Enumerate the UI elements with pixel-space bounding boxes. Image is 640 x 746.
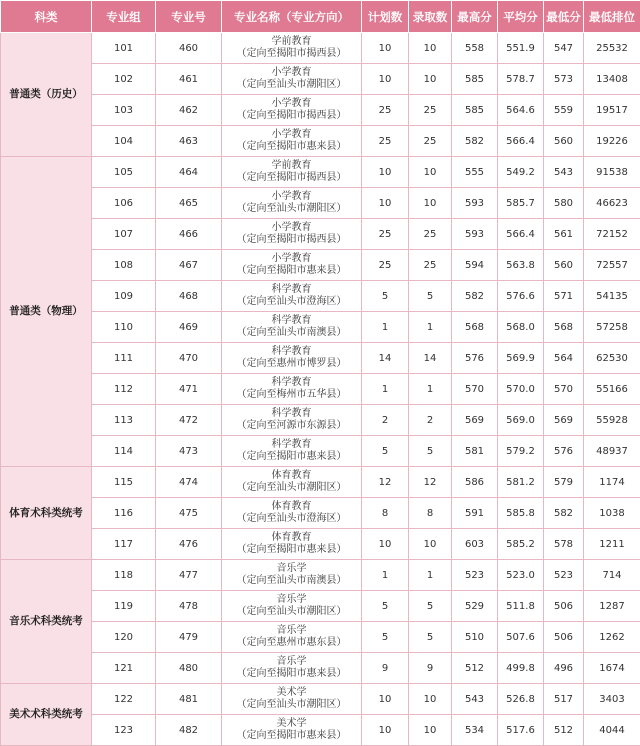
cell-major — [222, 498, 362, 529]
header-max-score: 最高分 — [452, 1, 498, 33]
cell-group: 105 — [92, 157, 156, 188]
cell-group: 101 — [92, 33, 156, 64]
cell-plan: 5 — [362, 436, 409, 467]
table-row — [1, 591, 640, 622]
cell-min-score: 523 — [544, 560, 584, 591]
cell-avg-score: 499.8 — [498, 653, 544, 684]
major-name: 体育教育 — [222, 501, 361, 514]
cell-major — [222, 684, 362, 715]
cell-admitted: 10 — [409, 715, 452, 746]
cell-avg-score: 566.4 — [498, 126, 544, 157]
cell-code: 473 — [156, 436, 222, 467]
cell-code: 463 — [156, 126, 222, 157]
cell-code: 477 — [156, 560, 222, 591]
cell-code: 467 — [156, 250, 222, 281]
category-cell: 美术术科类统考 — [1, 684, 92, 746]
major-name: 科学教育 — [222, 439, 361, 452]
cell-admitted: 25 — [409, 95, 452, 126]
cell-major — [222, 622, 362, 653]
cell-avg-score: 566.4 — [498, 219, 544, 250]
cell-avg-score: 511.8 — [498, 591, 544, 622]
cell-min-score: 559 — [544, 95, 584, 126]
cell-major — [222, 33, 362, 64]
cell-max-score: 603 — [452, 529, 498, 560]
cell-plan: 25 — [362, 126, 409, 157]
cell-min-rank: 72557 — [584, 250, 640, 281]
cell-min-score: 564 — [544, 343, 584, 374]
cell-admitted: 5 — [409, 591, 452, 622]
cell-avg-score: 569.0 — [498, 405, 544, 436]
cell-admitted: 1 — [409, 560, 452, 591]
cell-min-score: 582 — [544, 498, 584, 529]
cell-major — [222, 560, 362, 591]
table-row — [1, 281, 640, 312]
cell-min-rank: 46623 — [584, 188, 640, 219]
major-direction: （定向至河源市东源县） — [222, 420, 361, 433]
cell-min-rank: 1287 — [584, 591, 640, 622]
category-cell: 普通类（历史） — [1, 33, 92, 157]
major-direction: （定向至揭阳市惠来县） — [222, 544, 361, 557]
header-min-score: 最低分 — [544, 1, 584, 33]
major-name: 体育教育 — [222, 470, 361, 483]
cell-max-score: 593 — [452, 188, 498, 219]
cell-avg-score: 568.0 — [498, 312, 544, 343]
cell-avg-score: 517.6 — [498, 715, 544, 746]
cell-group: 119 — [92, 591, 156, 622]
cell-admitted: 10 — [409, 33, 452, 64]
table-row — [1, 250, 640, 281]
cell-admitted: 12 — [409, 467, 452, 498]
cell-plan: 10 — [362, 684, 409, 715]
major-direction: （定向至揭阳市揭西县） — [222, 48, 361, 61]
cell-admitted: 5 — [409, 622, 452, 653]
cell-min-score: 568 — [544, 312, 584, 343]
table-row — [1, 343, 640, 374]
major-direction: （定向至汕头市澄海区） — [222, 513, 361, 526]
cell-min-rank: 72152 — [584, 219, 640, 250]
cell-group: 122 — [92, 684, 156, 715]
table-row — [1, 188, 640, 219]
cell-plan: 25 — [362, 219, 409, 250]
table-body — [1, 33, 640, 746]
cell-min-score: 543 — [544, 157, 584, 188]
header-major: 专业名称（专业方向） — [222, 1, 362, 33]
cell-plan: 9 — [362, 653, 409, 684]
major-direction: （定向至惠州市惠东县） — [222, 637, 361, 650]
cell-min-score: 571 — [544, 281, 584, 312]
cell-min-rank: 714 — [584, 560, 640, 591]
cell-min-rank: 4044 — [584, 715, 640, 746]
table-row — [1, 560, 640, 591]
cell-admitted: 1 — [409, 312, 452, 343]
cell-avg-score: 585.8 — [498, 498, 544, 529]
cell-avg-score: 507.6 — [498, 622, 544, 653]
cell-major — [222, 64, 362, 95]
cell-admitted: 8 — [409, 498, 452, 529]
header-min-rank: 最低排位 — [584, 1, 640, 33]
cell-avg-score: 576.6 — [498, 281, 544, 312]
table-header — [1, 1, 640, 33]
cell-code: 462 — [156, 95, 222, 126]
major-name: 学前教育 — [222, 160, 361, 173]
cell-min-score: 573 — [544, 64, 584, 95]
cell-major — [222, 95, 362, 126]
cell-group: 111 — [92, 343, 156, 374]
cell-min-score: 506 — [544, 622, 584, 653]
cell-plan: 10 — [362, 157, 409, 188]
major-name: 小学教育 — [222, 98, 361, 111]
major-name: 小学教育 — [222, 129, 361, 142]
major-name: 小学教育 — [222, 67, 361, 80]
cell-avg-score: 578.7 — [498, 64, 544, 95]
cell-major — [222, 467, 362, 498]
table-row — [1, 436, 640, 467]
cell-avg-score: 551.9 — [498, 33, 544, 64]
cell-max-score: 569 — [452, 405, 498, 436]
major-direction: （定向至梅州市五华县） — [222, 389, 361, 402]
cell-min-score: 580 — [544, 188, 584, 219]
cell-avg-score: 526.8 — [498, 684, 544, 715]
cell-major — [222, 405, 362, 436]
cell-min-score: 512 — [544, 715, 584, 746]
major-direction: （定向至揭阳市惠来县） — [222, 451, 361, 464]
cell-plan: 5 — [362, 281, 409, 312]
cell-admitted: 10 — [409, 188, 452, 219]
cell-group: 109 — [92, 281, 156, 312]
cell-max-score: 523 — [452, 560, 498, 591]
cell-max-score: 570 — [452, 374, 498, 405]
cell-max-score: 543 — [452, 684, 498, 715]
cell-avg-score: 549.2 — [498, 157, 544, 188]
header-code: 专业号 — [156, 1, 222, 33]
cell-group: 102 — [92, 64, 156, 95]
cell-avg-score: 569.9 — [498, 343, 544, 374]
cell-min-score: 496 — [544, 653, 584, 684]
cell-group: 115 — [92, 467, 156, 498]
cell-plan: 10 — [362, 188, 409, 219]
cell-min-score: 578 — [544, 529, 584, 560]
cell-min-rank: 55166 — [584, 374, 640, 405]
cell-code: 465 — [156, 188, 222, 219]
cell-min-score: 570 — [544, 374, 584, 405]
cell-avg-score: 585.7 — [498, 188, 544, 219]
cell-min-rank: 1262 — [584, 622, 640, 653]
cell-plan: 5 — [362, 591, 409, 622]
cell-min-rank: 19226 — [584, 126, 640, 157]
major-name: 科学教育 — [222, 408, 361, 421]
header-avg-score: 平均分 — [498, 1, 544, 33]
cell-code: 471 — [156, 374, 222, 405]
cell-plan: 25 — [362, 95, 409, 126]
major-name: 科学教育 — [222, 315, 361, 328]
cell-min-rank: 13408 — [584, 64, 640, 95]
cell-code: 466 — [156, 219, 222, 250]
cell-min-score: 561 — [544, 219, 584, 250]
cell-code: 470 — [156, 343, 222, 374]
major-direction: （定向至汕头市潮阳区） — [222, 203, 361, 216]
cell-major — [222, 312, 362, 343]
table-row — [1, 715, 640, 746]
major-direction: （定向至汕头市潮阳区） — [222, 699, 361, 712]
cell-group: 123 — [92, 715, 156, 746]
cell-plan: 1 — [362, 374, 409, 405]
cell-major — [222, 343, 362, 374]
cell-max-score: 582 — [452, 126, 498, 157]
table-row — [1, 157, 640, 188]
cell-max-score: 585 — [452, 95, 498, 126]
cell-admitted: 25 — [409, 219, 452, 250]
table-row — [1, 498, 640, 529]
major-direction: （定向至揭阳市惠来县） — [222, 730, 361, 743]
major-name: 音乐学 — [222, 563, 361, 576]
cell-code: 464 — [156, 157, 222, 188]
cell-min-score: 560 — [544, 250, 584, 281]
cell-avg-score: 523.0 — [498, 560, 544, 591]
major-name: 科学教育 — [222, 346, 361, 359]
cell-plan: 1 — [362, 312, 409, 343]
cell-plan: 2 — [362, 405, 409, 436]
major-name: 科学教育 — [222, 284, 361, 297]
cell-admitted: 2 — [409, 405, 452, 436]
cell-admitted: 10 — [409, 529, 452, 560]
cell-max-score: 581 — [452, 436, 498, 467]
cell-major — [222, 188, 362, 219]
table-row — [1, 219, 640, 250]
cell-min-rank: 1211 — [584, 529, 640, 560]
table-row — [1, 312, 640, 343]
cell-major — [222, 374, 362, 405]
cell-min-rank: 54135 — [584, 281, 640, 312]
cell-avg-score: 570.0 — [498, 374, 544, 405]
cell-major — [222, 126, 362, 157]
cell-min-rank: 48937 — [584, 436, 640, 467]
cell-max-score: 510 — [452, 622, 498, 653]
cell-min-score: 506 — [544, 591, 584, 622]
cell-group: 104 — [92, 126, 156, 157]
cell-max-score: 529 — [452, 591, 498, 622]
cell-avg-score: 579.2 — [498, 436, 544, 467]
major-name: 体育教育 — [222, 532, 361, 545]
major-direction: （定向至汕头市南澳县） — [222, 575, 361, 588]
category-cell: 音乐术科类统考 — [1, 560, 92, 684]
cell-admitted: 10 — [409, 684, 452, 715]
cell-min-rank: 25532 — [584, 33, 640, 64]
cell-plan: 10 — [362, 64, 409, 95]
header-admitted: 录取数 — [409, 1, 452, 33]
major-direction: （定向至揭阳市揭西县） — [222, 234, 361, 247]
cell-min-rank: 57258 — [584, 312, 640, 343]
header-category: 科类 — [1, 1, 92, 33]
cell-admitted: 5 — [409, 436, 452, 467]
cell-group: 116 — [92, 498, 156, 529]
cell-group: 118 — [92, 560, 156, 591]
cell-code: 476 — [156, 529, 222, 560]
cell-max-score: 586 — [452, 467, 498, 498]
cell-group: 120 — [92, 622, 156, 653]
cell-code: 481 — [156, 684, 222, 715]
cell-avg-score: 563.8 — [498, 250, 544, 281]
cell-admitted: 5 — [409, 281, 452, 312]
cell-admitted: 25 — [409, 126, 452, 157]
cell-code: 472 — [156, 405, 222, 436]
cell-max-score: 591 — [452, 498, 498, 529]
major-direction: （定向至汕头市潮阳区） — [222, 606, 361, 619]
table-row — [1, 126, 640, 157]
table-row — [1, 622, 640, 653]
cell-max-score: 594 — [452, 250, 498, 281]
cell-max-score: 585 — [452, 64, 498, 95]
cell-admitted: 10 — [409, 157, 452, 188]
cell-group: 103 — [92, 95, 156, 126]
cell-code: 478 — [156, 591, 222, 622]
cell-min-score: 569 — [544, 405, 584, 436]
category-cell: 普通类（物理） — [1, 157, 92, 467]
cell-plan: 25 — [362, 250, 409, 281]
cell-min-score: 517 — [544, 684, 584, 715]
major-direction: （定向至揭阳市惠来县） — [222, 141, 361, 154]
cell-plan: 10 — [362, 529, 409, 560]
major-direction: （定向至惠州市博罗县） — [222, 358, 361, 371]
cell-major — [222, 157, 362, 188]
cell-min-rank: 62530 — [584, 343, 640, 374]
cell-admitted: 14 — [409, 343, 452, 374]
cell-plan: 10 — [362, 715, 409, 746]
cell-plan: 1 — [362, 560, 409, 591]
cell-avg-score: 581.2 — [498, 467, 544, 498]
major-direction: （定向至汕头市潮阳区） — [222, 482, 361, 495]
cell-group: 110 — [92, 312, 156, 343]
cell-admitted: 1 — [409, 374, 452, 405]
cell-max-score: 558 — [452, 33, 498, 64]
cell-min-rank: 1038 — [584, 498, 640, 529]
cell-group: 114 — [92, 436, 156, 467]
major-name: 音乐学 — [222, 656, 361, 669]
cell-major — [222, 715, 362, 746]
cell-code: 475 — [156, 498, 222, 529]
header-row — [1, 1, 640, 33]
major-name: 美术学 — [222, 718, 361, 731]
major-direction: （定向至汕头市潮阳区） — [222, 79, 361, 92]
cell-plan: 5 — [362, 622, 409, 653]
major-name: 科学教育 — [222, 377, 361, 390]
cell-min-rank: 1174 — [584, 467, 640, 498]
major-direction: （定向至揭阳市揭西县） — [222, 110, 361, 123]
cell-plan: 10 — [362, 33, 409, 64]
cell-code: 461 — [156, 64, 222, 95]
cell-major — [222, 436, 362, 467]
cell-code: 460 — [156, 33, 222, 64]
cell-group: 121 — [92, 653, 156, 684]
major-direction: （定向至汕头市南澳县） — [222, 327, 361, 340]
cell-code: 468 — [156, 281, 222, 312]
cell-max-score: 582 — [452, 281, 498, 312]
cell-major — [222, 250, 362, 281]
cell-min-rank: 19517 — [584, 95, 640, 126]
cell-min-rank: 1674 — [584, 653, 640, 684]
cell-group: 108 — [92, 250, 156, 281]
cell-min-rank: 55928 — [584, 405, 640, 436]
major-name: 音乐学 — [222, 594, 361, 607]
header-plan: 计划数 — [362, 1, 409, 33]
cell-min-score: 560 — [544, 126, 584, 157]
table-row — [1, 95, 640, 126]
cell-major — [222, 529, 362, 560]
major-name: 小学教育 — [222, 222, 361, 235]
cell-min-rank: 91538 — [584, 157, 640, 188]
cell-major — [222, 219, 362, 250]
cell-major — [222, 281, 362, 312]
cell-code: 482 — [156, 715, 222, 746]
cell-min-score: 579 — [544, 467, 584, 498]
major-direction: （定向至揭阳市惠来县） — [222, 668, 361, 681]
cell-code: 480 — [156, 653, 222, 684]
major-direction: （定向至揭阳市揭西县） — [222, 172, 361, 185]
cell-max-score: 512 — [452, 653, 498, 684]
table-row — [1, 653, 640, 684]
cell-admitted: 10 — [409, 64, 452, 95]
cell-code: 479 — [156, 622, 222, 653]
cell-group: 117 — [92, 529, 156, 560]
table-row — [1, 529, 640, 560]
cell-group: 113 — [92, 405, 156, 436]
major-direction: （定向至揭阳市惠来县） — [222, 265, 361, 278]
cell-min-rank: 3403 — [584, 684, 640, 715]
cell-major — [222, 591, 362, 622]
category-cell: 体育术科类统考 — [1, 467, 92, 560]
cell-plan: 12 — [362, 467, 409, 498]
cell-plan: 14 — [362, 343, 409, 374]
cell-min-score: 576 — [544, 436, 584, 467]
cell-admitted: 25 — [409, 250, 452, 281]
cell-avg-score: 585.2 — [498, 529, 544, 560]
cell-group: 112 — [92, 374, 156, 405]
cell-code: 474 — [156, 467, 222, 498]
table-row — [1, 684, 640, 715]
table-row — [1, 33, 640, 64]
header-group: 专业组 — [92, 1, 156, 33]
cell-max-score: 568 — [452, 312, 498, 343]
major-name: 学前教育 — [222, 36, 361, 49]
cell-major — [222, 653, 362, 684]
cell-max-score: 534 — [452, 715, 498, 746]
table-row — [1, 374, 640, 405]
cell-code: 469 — [156, 312, 222, 343]
major-name: 小学教育 — [222, 191, 361, 204]
major-direction: （定向至汕头市澄海区） — [222, 296, 361, 309]
cell-min-score: 547 — [544, 33, 584, 64]
cell-avg-score: 564.6 — [498, 95, 544, 126]
cell-max-score: 576 — [452, 343, 498, 374]
cell-group: 107 — [92, 219, 156, 250]
major-name: 音乐学 — [222, 625, 361, 638]
table-row — [1, 405, 640, 436]
cell-group: 106 — [92, 188, 156, 219]
table-row — [1, 467, 640, 498]
cell-max-score: 555 — [452, 157, 498, 188]
major-name: 小学教育 — [222, 253, 361, 266]
cell-admitted: 9 — [409, 653, 452, 684]
table-row — [1, 64, 640, 95]
cell-plan: 8 — [362, 498, 409, 529]
major-name: 美术学 — [222, 687, 361, 700]
cell-max-score: 593 — [452, 219, 498, 250]
